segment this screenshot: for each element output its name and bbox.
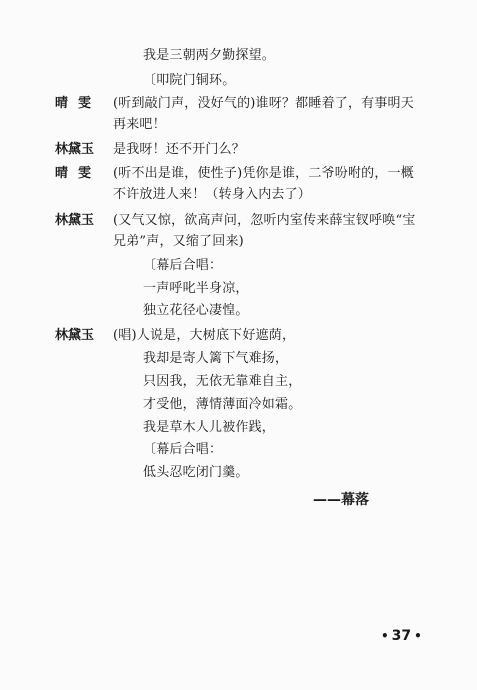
- verse-line: 低头忍吃闭门羹。: [143, 465, 249, 480]
- speaker-name: 晴雯: [55, 96, 102, 111]
- speaker-name: 晴雯: [55, 166, 102, 181]
- stage-direction: 兄弟”声，又缩了回来): [113, 234, 244, 249]
- stage-direction: (又气又惊，欲高声问，忽听内室传来薛宝钗呼唤“宝: [113, 213, 416, 228]
- verse-line: 我却是寄人篱下气难扬，: [143, 351, 289, 366]
- stage-direction: 〔幕后合唱：: [143, 258, 223, 273]
- verse-line: 我是三朝两夕勤探望。: [143, 48, 276, 63]
- stage-direction: 〔叩院门铜环。: [143, 73, 236, 88]
- verse-line: (唱)人说是，大树底下好遮荫，: [113, 328, 296, 343]
- dialogue-line: 再来吧！: [113, 117, 166, 132]
- speaker-name: 林黛玉: [55, 142, 95, 157]
- page-number: [378, 627, 425, 645]
- dialogue-line: 是我呀！还不开门么？: [113, 142, 246, 157]
- dot-icon: •: [381, 629, 389, 643]
- stage-direction: 〔幕后合唱：: [143, 442, 223, 457]
- dialogue-line: (听到敲门声，没好气的)谁呀？都睡着了，有事明天: [113, 96, 414, 111]
- verse-line: 我是草木人儿被作践，: [143, 420, 276, 435]
- dialogue-line: (听不出是谁，使性子)凭你是谁，二爷吩咐的，一概: [113, 166, 414, 181]
- verse-line: 才受他，薄情薄面冷如霜。: [143, 397, 302, 412]
- verse-line: 只因我，无依无靠难自主，: [143, 374, 302, 389]
- dialogue-line: 不许放进人来！（转身入内去了）: [113, 187, 312, 202]
- dot-icon: •: [414, 629, 422, 643]
- curtain-falls: ——幕落: [313, 492, 369, 508]
- verse-line: 一声呼叱半身凉，: [143, 281, 249, 296]
- verse-line: 独立花径心凄惶。: [143, 303, 249, 318]
- speaker-name: 林黛玉: [55, 213, 95, 228]
- speaker-name: 林黛玉: [55, 328, 95, 343]
- page-number-value: 37: [391, 628, 412, 644]
